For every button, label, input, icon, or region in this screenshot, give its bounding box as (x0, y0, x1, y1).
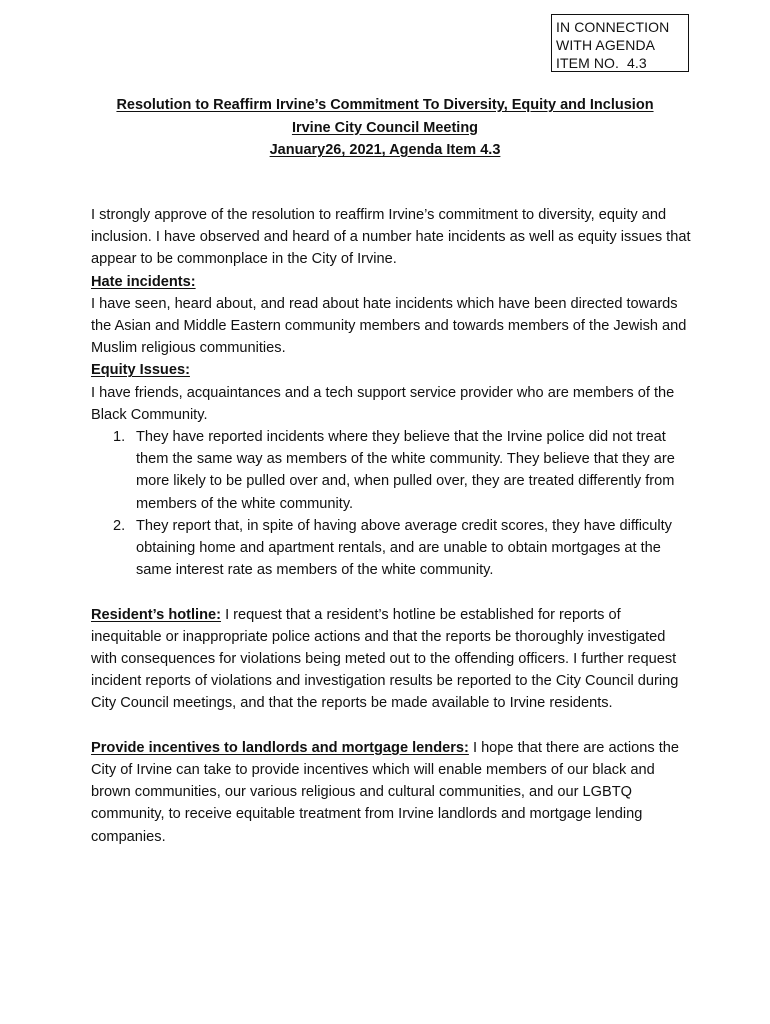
list-item (91, 426, 691, 515)
list-item-number: 2. (113, 517, 126, 534)
hate-incidents-paragraph: I have seen, heard about, and read about hate incidents which have been directed towards the Asian and Middle Eastern community members and towards members of the Jewish and Muslim religious communities. (91, 295, 687, 357)
intro-paragraph: I strongly approve of the resolution to reaffirm Irvine’s commitment to diversity, equity and inclusion. I have observed and heard of a number hate incidents as well as equity issues that appear to be commonplace in the City of Irvine. (91, 207, 691, 268)
incentives-paragraph (91, 737, 691, 848)
meeting-date: January26, 2021, Agenda Item 4.3 (269, 142, 501, 158)
residents-hotline-text: I request that a resident’s hotline be established for reports of inequitable or inappropriate police actions and that the reports be thoroughly investigated with consequences for violations being meted out to the offending officers. I further request incident reports of violations and investigation results be reported to the City Council during City Council meetings, and that the reports be made available to Irvine residents. (91, 606, 679, 712)
paragraph-spacer (91, 581, 691, 603)
list-item-text: They have reported incidents where they believe that the Irvine police did not treat them the same way as members of the white community. They believe that they are more likely to be pulled over and, when pulled over, they are treated differently from members of the white community. (136, 429, 675, 512)
letter-body (91, 204, 691, 848)
paragraph-spacer (91, 715, 691, 737)
incentives-text: I hope that there are actions the City of Irvine can take to provide incentives which will enable members of our black and brown communities, our various religious and cultural communities, and our LGBTQ community, to receive equitable treatment from Irvine landlords and mortgage lending companies. (91, 739, 680, 845)
document-title: Resolution to Reaffirm Irvine’s Commitment To Diversity, Equity and Inclusion (116, 97, 654, 113)
agenda-box-line-3: ITEM NO. 4.3 (556, 55, 647, 71)
agenda-box-line-1: IN CONNECTION (556, 19, 670, 35)
list-item-text: They report that, in spite of having above average credit scores, they have difficulty obtaining home and apartment rentals, and are unable to obtain mortgages at the same interest rate as members of the white community. (136, 517, 672, 579)
equity-issues-list (91, 426, 691, 581)
document-heading (0, 94, 770, 162)
agenda-box-line-2: WITH AGENDA (556, 37, 656, 53)
list-item-number: 1. (113, 429, 126, 446)
list-item (91, 515, 691, 582)
hate-incidents-heading: Hate incidents: (91, 273, 196, 290)
meeting-name: Irvine City Council Meeting (291, 119, 479, 136)
residents-hotline-heading: Resident’s hotline: (91, 606, 222, 623)
agenda-item-box (551, 14, 689, 72)
equity-issues-paragraph: I have friends, acquaintances and a tech support service provider who are members of the Black Community. (91, 384, 675, 423)
residents-hotline-paragraph (91, 604, 691, 715)
incentives-heading: Provide incentives to landlords and mortgage lenders: (91, 739, 469, 756)
equity-issues-heading: Equity Issues: (91, 362, 190, 379)
